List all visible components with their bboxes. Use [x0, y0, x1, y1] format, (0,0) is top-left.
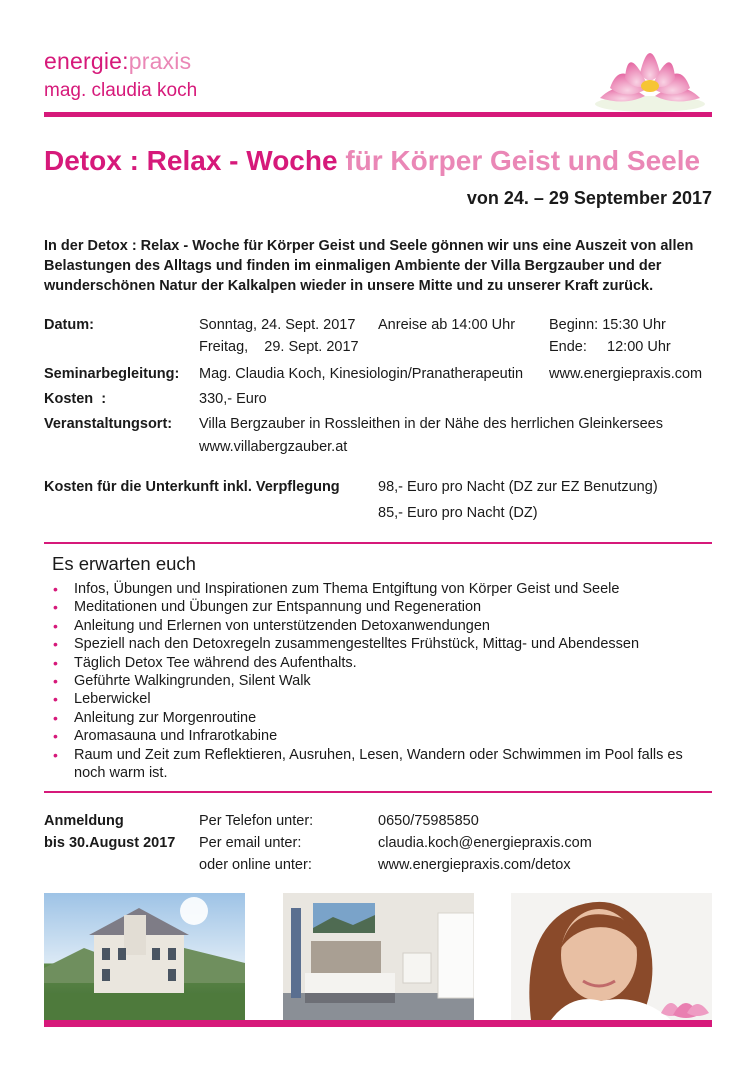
expect-item-text: Täglich Detox Tee während des Aufenthalts.: [74, 654, 357, 671]
email-label: Per email unter:: [199, 835, 302, 851]
expect-list-item: [52, 690, 712, 708]
expect-item-text: Speziell nach den Detoxregeln zusammengestelltes Frühstück, Mittag- und Abendessen: [74, 636, 640, 653]
bullet-icon: •: [53, 709, 58, 726]
datum-label: Datum:: [44, 317, 94, 333]
expect-list-item: [52, 746, 712, 783]
villa-photo: [44, 893, 245, 1020]
bullet-icon: •: [53, 654, 58, 671]
expect-item-text: Raum und Zeit zum Reflektieren, Ausruhen, Lesen, Wandern oder Schwimmen im Pool falls es noch warm ist.: [74, 746, 683, 782]
accommodation-price-double: 85,- Euro pro Nacht (DZ): [378, 505, 538, 521]
expect-item-text: Anleitung zur Morgenroutine: [74, 709, 257, 726]
expect-item-text: Infos, Übungen und Inspirationen zum Thema Entgiftung von Körper Geist und Seele: [74, 581, 620, 597]
expect-list-item: [52, 727, 712, 745]
bedroom-photo: [283, 893, 474, 1020]
expect-item-text: Leberwickel: [74, 691, 151, 708]
kosten-label: Kosten :: [44, 391, 107, 407]
brand-name: [44, 48, 191, 75]
seminar-leader: Mag. Claudia Koch, Kinesiologin/Pranatherapeutin: [199, 366, 524, 382]
email-link[interactable]: claudia.koch@energiepraxis.com: [378, 835, 592, 851]
online-label: oder online unter:: [199, 857, 312, 873]
bullet-icon: •: [53, 581, 58, 597]
section-divider: [44, 791, 712, 793]
expect-item-text: Meditationen und Übungen zur Entspannung und Regeneration: [74, 599, 482, 616]
bullet-icon: •: [53, 636, 58, 653]
bullet-icon: •: [53, 617, 58, 634]
header-divider: [44, 112, 712, 117]
page-title: [44, 145, 700, 177]
expect-list-item: [52, 635, 712, 653]
seminar-label: Seminarbegleitung:: [44, 366, 180, 382]
registration-deadline: bis 30.August 2017: [44, 835, 176, 851]
kosten-value: 330,- Euro: [199, 391, 267, 407]
expect-item-text: Geführte Walkingrunden, Silent Walk: [74, 673, 311, 690]
bullet-icon: •: [53, 728, 58, 745]
expect-list-item: [52, 580, 712, 598]
expect-list-item: [52, 654, 712, 672]
brand-part-praxis: praxis: [128, 48, 192, 74]
online-link[interactable]: www.energiepraxis.com/detox: [378, 857, 571, 873]
bullet-icon: •: [53, 599, 58, 616]
accommodation-price-single: 98,- Euro pro Nacht (DZ zur EZ Benutzung): [378, 479, 658, 495]
footer-bar: [44, 1020, 712, 1027]
registration-label: Anmeldung: [44, 813, 124, 829]
expect-list-item: [52, 709, 712, 727]
venue-value: Villa Bergzauber in Rossleithen in der Nähe des herrlichen Gleinkersees: [199, 416, 663, 432]
expect-item-text: Anleitung und Erlernen von unterstützenden Detoxanwendungen: [74, 617, 490, 634]
seminar-website-link[interactable]: www.energiepraxis.com: [549, 366, 703, 382]
title-part-main: Detox : Relax - Woche: [44, 145, 346, 176]
brand-subtitle: mag. claudia koch: [44, 80, 198, 101]
datum-start-time: Beginn: 15:30 Uhr: [549, 317, 666, 333]
intro-paragraph: In der Detox : Relax - Woche für Körper Geist und Seele gönnen wir uns eine Auszeit von allen Belastungen des Alltags und finden im einmaligen Ambiente der Villa Bergzauber und der wunderschönen Natur der Kalkalpen wieder in unsere Mitte und zu unserer Kraft zurück.: [44, 238, 694, 294]
expect-item-text: Aromasauna und Infrarotkabine: [74, 728, 278, 745]
accommodation-label: Kosten für die Unterkunft inkl. Verpflegung: [44, 479, 340, 495]
venue-website-link[interactable]: www.villabergzauber.at: [199, 439, 348, 455]
venue-label: Veranstaltungsort:: [44, 416, 173, 432]
title-part-sub: für Körper Geist und Seele: [345, 145, 701, 176]
bullet-icon: •: [53, 673, 58, 690]
datum-start-day: Sonntag, 24. Sept. 2017: [199, 317, 356, 333]
event-date-range: von 24. – 29 September 2017: [466, 188, 712, 208]
datum-end-day: Freitag, 29. Sept. 2017: [199, 339, 359, 355]
portrait-photo: [511, 893, 712, 1020]
datum-arrival: Anreise ab 14:00 Uhr: [378, 317, 516, 333]
expect-list-item: [52, 598, 712, 616]
phone-number[interactable]: 0650/75985850: [378, 813, 479, 829]
expect-list-item: [52, 672, 712, 690]
section-divider: [44, 542, 712, 544]
phone-label: Per Telefon unter:: [199, 813, 314, 829]
brand-part-energie: energie:: [44, 48, 129, 74]
expect-list: [52, 580, 712, 782]
bullet-icon: •: [53, 746, 58, 763]
lotus-flower-icon: [590, 28, 710, 114]
bullet-icon: •: [53, 691, 58, 708]
datum-end-time: Ende: 12:00 Uhr: [549, 339, 671, 355]
expect-list-item: [52, 617, 712, 635]
expect-heading: Es erwarten euch: [52, 553, 196, 574]
